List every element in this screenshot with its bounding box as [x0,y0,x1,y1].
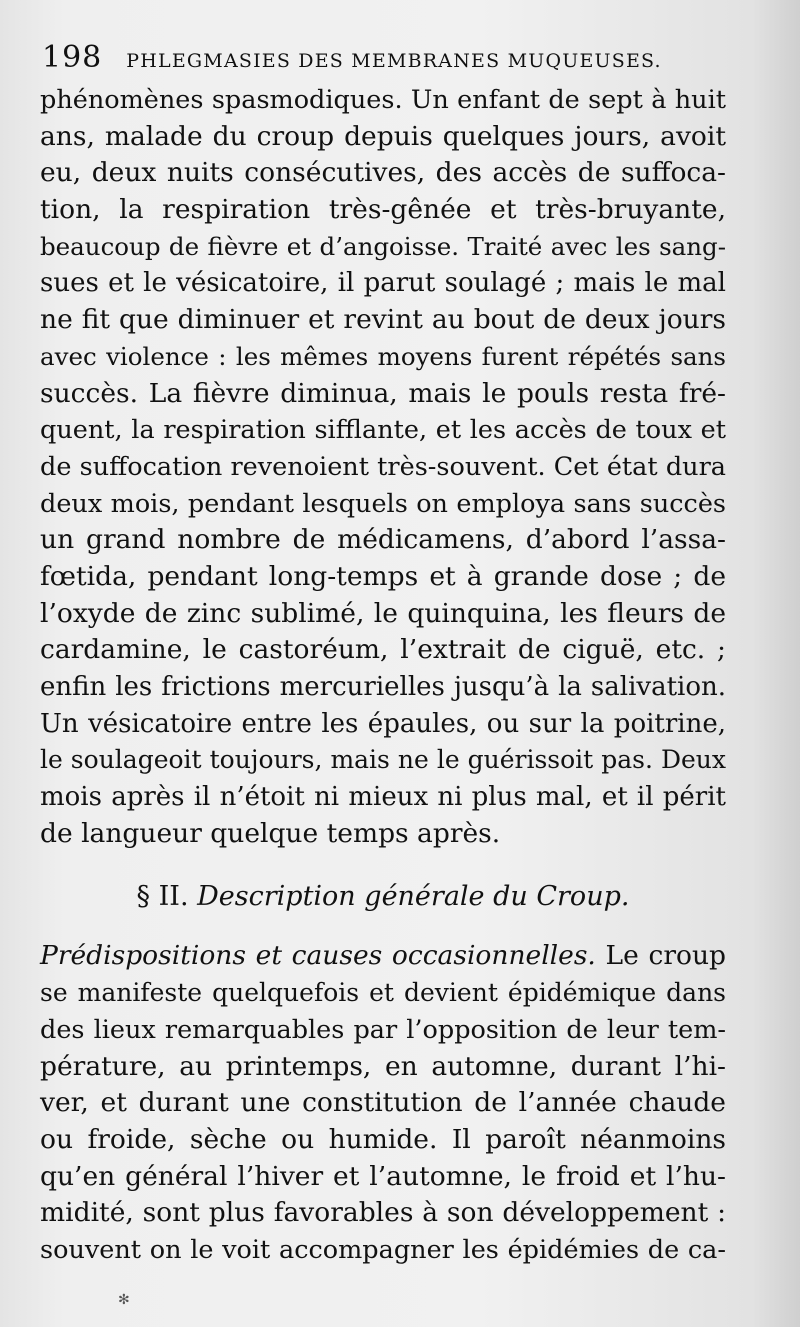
text-line: de suffocation revenoient très-souvent. Cet état dura [40,451,726,482]
running-title: PHLEGMASIES DES MEMBRANES MUQUEUSES. [126,50,662,72]
text-line: beaucoup de fièvre et d’angoisse. Traité avec les sang- [40,231,726,261]
text-line: souvent on le voit accompagner les épidémies de ca- [40,1234,726,1265]
text-line: sues et le vésicatoire, il parut soulagé ; mais le mal [40,268,726,299]
text-fragment: Le croup [605,940,727,972]
text-line: des lieux remarquables par l’opposition de leur tem- [40,1014,726,1045]
text-line: phénomènes spasmodiques. Un enfant de sept à huit [40,85,726,115]
text-line: fœtida, pendant long-temps et à grande dose ; de [40,560,726,592]
text-line: se manifeste quelquefois et devient épidémique dans [40,978,726,1008]
text-line: midité, sont plus favorables à son développement : [40,1197,726,1229]
section-heading [40,870,726,924]
ink-blot-mark: ✻ [118,1292,130,1308]
text-line: ne fit que diminuer et revint au bout de deux jours [40,304,726,336]
text-line: de langueur quelque temps après. [40,817,501,849]
text-line: ans, malade du croup depuis quelques jours, avoit [40,120,726,152]
text-line: cardamine, le castoréum, l’extrait de ciguë, etc. ; [40,634,726,666]
page-number: 198 [42,40,103,75]
text-line: mois après il n’étoit ni mieux ni plus mal, et il périt [40,782,726,813]
text-line: quent, la respiration sifflante, et les accès de toux et [40,415,726,446]
section-title: Description générale du Croup. [197,881,630,913]
text-line: enfin les frictions mercurielles jusqu’à la salivation. [40,672,726,702]
text-line: qu’en général l’hiver et l’automne, le froid et l’hu- [40,1160,726,1192]
text-line [40,938,726,975]
text-line: succès. La fièvre diminua, mais le pouls resta fré- [40,377,726,409]
text-line: tion, la respiration très-gênée et très-bruyante, [40,194,726,226]
text-line: pérature, au printemps, en automne, durant l’hi- [40,1050,726,1082]
text-line: Un vésicatoire entre les épaules, ou sur la poitrine, [40,708,726,739]
text-line: ver, et durant une constitution de l’année chaude [40,1087,726,1119]
page-body [40,82,726,1269]
paragraph-lead-in: Prédispositions et causes occasionnelles. [40,940,606,972]
text-line: l’oxyde de zinc sublimé, le quinquina, les fleurs de [40,597,726,629]
text-line: deux mois, pendant lesquels on employa sans succès [40,488,726,519]
text-line: avec violence : les mêmes moyens furent répétés sans [40,341,726,371]
text-line: un grand nombre de médicamens, d’abord l’assa- [40,524,726,556]
section-number: § II. [136,881,189,913]
text-line: le soulageoit toujours, mais ne le guérissoit pas. Deux [40,745,726,775]
paragraph [40,938,726,1268]
running-header [42,40,742,80]
paragraph [40,82,726,852]
text-line: eu, deux nuits consécutives, des accès de suffoca- [40,157,726,189]
text-line: ou froide, sèche ou humide. Il paroît néanmoins [40,1123,726,1155]
